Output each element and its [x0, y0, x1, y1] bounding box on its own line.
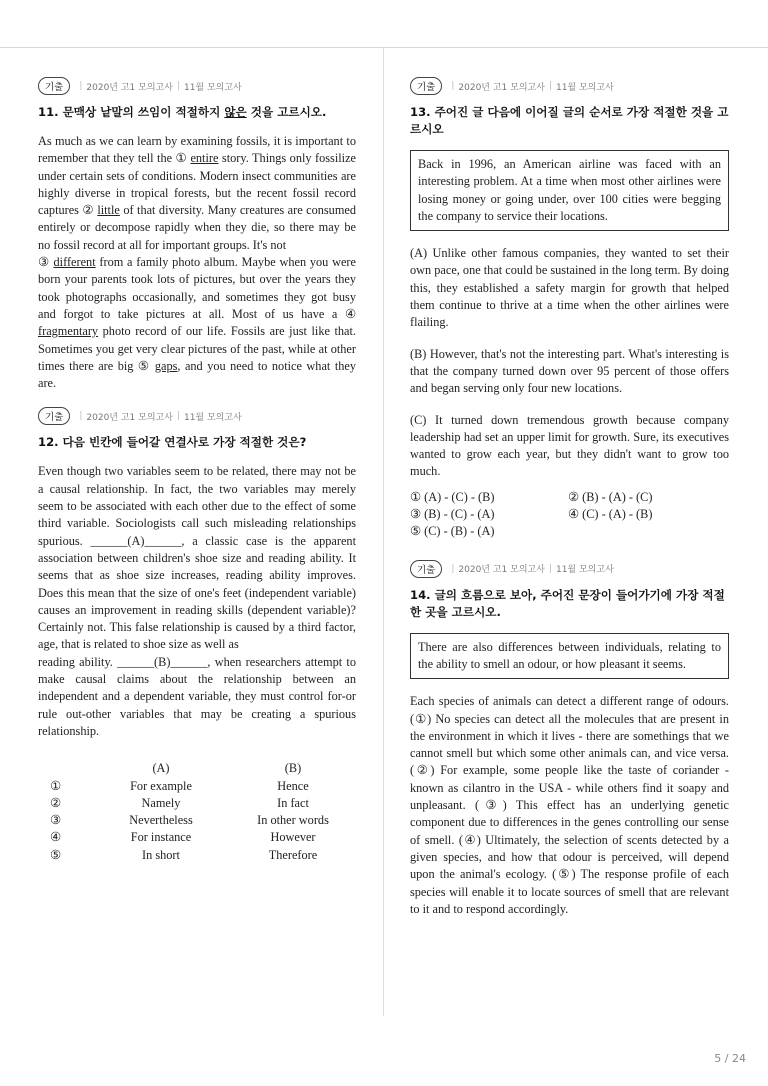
choice-3[interactable]: ③ (B) - (C) - (A): [410, 507, 495, 522]
exam-year: 2020년 고1 모의고사: [458, 82, 545, 93]
option-row[interactable]: ② Namely In fact: [50, 795, 309, 810]
underlined-word-2: little: [97, 203, 120, 218]
option-row[interactable]: ③ Nevertheless In other words: [50, 813, 329, 828]
q11-source-tag: 기출 | 2020년 고1 모의고사 | 11월 모의고사: [38, 76, 356, 96]
choice-1[interactable]: ① (A) - (C) - (B): [410, 489, 495, 504]
q13-paragraph-c: (C) It turned down tremendous growth because company leadership had set an upper limit for growth. Sure, its executives wanted to grow each year, but they didn't want to grow too much.: [410, 412, 729, 479]
options-header: [38, 760, 356, 777]
q12-passage: Even though two variables seem to be related, there may not be a causal relationship. In fact, the two variables may merely seem to be associated with each other due to the effect of some third variable. Sociologists call such misleading relationships spurious. ______(A)______, a classic case is the apparent association between children's shoe size and reading ability. It seems that as shoe size increases, reading ability improves. Does this mean that the size of one's feet (independent variable) causes an improvement in reading skills (dependent variable)? Certainly not. This false relationship is caused by a third factor, age, that is related to shoe size as well as reading ability. ______(B)______, when researchers attempt to make causal claims about the relationship between an independent and a dependent variable, they must control for-or rule out-other variables that may be creating a spurious relationship.: [38, 464, 356, 738]
underlined-word-5: gaps: [154, 358, 178, 373]
column-head-a: (A): [152, 761, 170, 776]
right-column: [410, 76, 729, 918]
option-row[interactable]: ⑤ In short Therefore: [50, 847, 318, 862]
column-divider: [383, 48, 384, 1016]
choice-5[interactable]: ⑤ (C) - (B) - (A): [410, 524, 495, 539]
choice-4[interactable]: ④ (C) - (A) - (B): [568, 507, 653, 522]
q14-passage: Each species of animals can detect a different range of odours. (①) No species can detect all the molecules that are present in the environment in which it lives - there are somethings that we cannot smell but which some other animals can, and vice versa. (②) For example, some people like the taste of coriander - known as cilantro in the USA - while others find it soapy and unpleasant. (③) This effect has an underlying genetic component due to differences in the genes controlling our sense of smell. (④) Ultimately, the selection of scents detected by a given species, and how that odour is perceived, will depend upon the animal's ecology. (⑤) The response profile of each species will enable it to locate sources of smell that are relevant to it and to respond accordingly.: [410, 694, 729, 916]
q13-given-box: Back in 1996, an American airline was faced with an interesting problem. At a time when most other airlines were losing money or going under, over 100 cities were begging the company to service their locations.: [410, 150, 729, 231]
exam-badge: 기출: [410, 77, 442, 95]
q13-title: 13. 주어진 글 다음에 이어질 글의 순서로 가장 적절한 것을 고르시오: [410, 105, 729, 136]
q13-paragraph-b: (B) However, that's not the interesting part. What's interesting is that the company turned down over 95 percent of those offers and began serving only four new locations.: [410, 346, 729, 396]
exam-month: 11월 모의고사: [183, 82, 242, 93]
exam-badge: 기출: [38, 77, 70, 95]
exam-badge: 기출: [38, 407, 70, 425]
header-rule: [0, 47, 768, 48]
page-number: 5 / 24: [714, 1052, 746, 1065]
q12-title: 12. 다음 빈칸에 들어갈 연결사로 가장 적절한 것은?: [38, 435, 307, 450]
q13-choices: [410, 489, 729, 541]
exam-month: 11월 모의고사: [555, 82, 614, 93]
q14-source-tag: 기출 | 2020년 고1 모의고사 | 11월 모의고사: [410, 559, 729, 579]
underlined-word-4: fragmentary: [38, 324, 99, 339]
q14-given-box: There are also differences between individuals, relating to the ability to smell an odour, or how pleasant it seems.: [410, 633, 729, 680]
exam-year: 2020년 고1 모의고사: [86, 82, 173, 93]
option-row[interactable]: ④ For instance However: [50, 830, 316, 845]
choice-2[interactable]: ② (B) - (A) - (C): [568, 489, 653, 504]
underlined-word-3: different: [53, 255, 96, 270]
q12-options-table: [38, 760, 356, 864]
exam-month: 11월 모의고사: [555, 565, 614, 576]
q11-title: 11. 문맥상 낱말의 쓰임이 적절하지 않은 것을 고르시오.: [38, 105, 327, 119]
exam-badge: 기출: [410, 560, 442, 578]
option-row[interactable]: ① For example Hence: [50, 778, 309, 793]
column-head-b: (B): [284, 761, 302, 776]
left-column: [38, 76, 356, 864]
q13-paragraph-a: (A) Unlike other famous companies, they wanted to set their own pace, one that could be sustained in the long term. By doing this, they established a safety margin for growth that helped them continue to thrive at a time when the other airlines were flailing.: [410, 246, 729, 330]
exam-year: 2020년 고1 모의고사: [86, 412, 173, 423]
q14-title: 14. 글의 흐름으로 보아, 주어진 문장이 들어가기에 가장 적절한 곳을 고르시오.: [410, 587, 725, 619]
q13-source-tag: 기출 | 2020년 고1 모의고사 | 11월 모의고사: [410, 76, 729, 96]
q12-source-tag: 기출 | 2020년 고1 모의고사 | 11월 모의고사: [38, 406, 356, 426]
q11-passage: As much as we can learn by examining fossils, it is important to remember that they tell the ① entire story. Things only fossilize under certain sets of conditions. Modern insect communities are highly diverse in tropical forests, but the recent fossil record captures ② little of that diversity. Many creatures are consumed entirely or decompose rapidly when they die, so there may be no fossil record at all for important groups. It's not ③ different from a family photo album. Maybe when you were born your parents took lots of pictures, but over the years they took photographs occasionally, and sometimes they got busy and forgot to take pictures at all. Most of us have a ④ fragmentary photo record of our life. Fossils are just like that. Sometimes you get very clear pictures of the past, while at other times there are big ⑤ gaps, and you need to notice what they are.: [38, 134, 357, 391]
underlined-word-1: entire: [190, 151, 219, 166]
exam-year: 2020년 고1 모의고사: [458, 565, 545, 576]
exam-month: 11월 모의고사: [183, 412, 242, 423]
